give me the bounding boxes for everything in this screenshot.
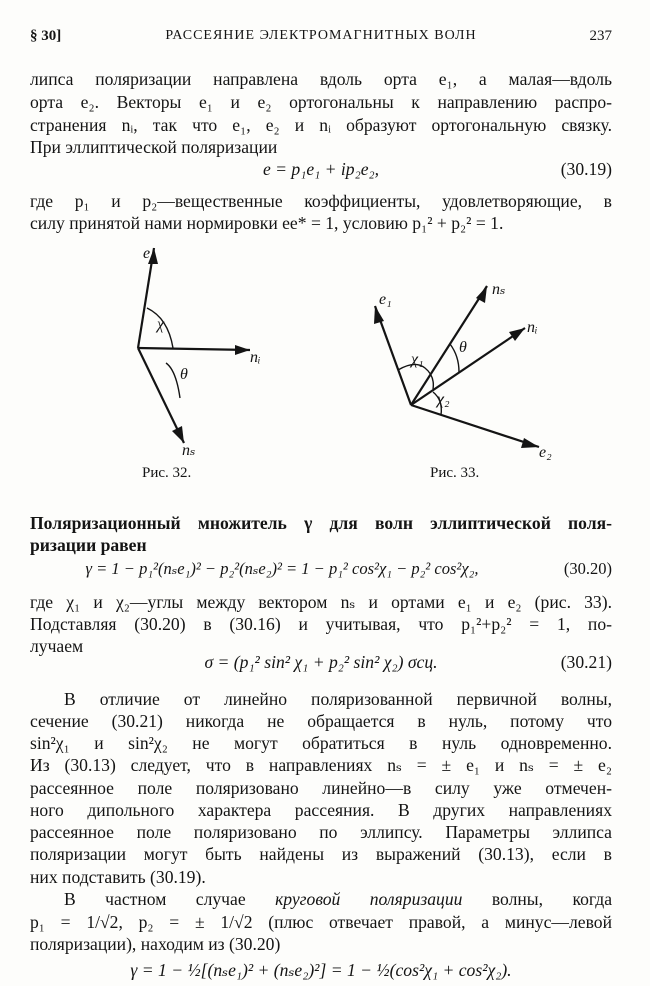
label-n-i: nᵢ: [527, 319, 538, 336]
equation-number: (30.20): [563, 559, 612, 578]
figure-33: [355, 272, 580, 472]
text-line: орта e₂. Векторы e₁ и e₂ ортогональны к направлению распро-: [30, 92, 612, 112]
text-line: поляризации), находим из (30.20): [30, 934, 281, 954]
equation-formula: e = p₁e₁ + ip₂e₂,: [262, 159, 380, 179]
text-line: ризации равен: [30, 535, 147, 555]
emphasis-term: круговой поляризации: [275, 889, 463, 909]
text-span: волны, когда: [462, 889, 613, 909]
text-line: рассеянное поле поляризовано линейно—в силу уже отмечен-: [30, 778, 612, 798]
equation-number: (30.19): [560, 159, 612, 179]
equation-gamma-circular: [30, 959, 612, 981]
text-line: лучаем: [30, 636, 84, 656]
text-line: странения nᵢ, так что e₁, e₂ и nᵢ образуют ортогональную связку.: [30, 115, 612, 135]
label-chi: χ: [157, 316, 165, 333]
figure-32: [70, 238, 280, 460]
text-line: где p₁ и p₂—вещественные коэффициенты, удовлетворяющие, в: [30, 191, 612, 211]
label-n-s: nₛ: [492, 281, 506, 298]
text-line: сечение (30.21) никогда не обращается в нуль, потому что: [30, 711, 612, 731]
label-theta: θ: [459, 339, 467, 356]
section-number: § 30]: [30, 28, 62, 44]
text-line: Поляризационный множитель γ для волн эллиптической поля-: [30, 513, 612, 533]
text-line: sin²χ₁ и sin²χ₂ не могут обратиться в нуль одновременно.: [30, 733, 612, 753]
text-line: рассеянное поле поляризовано по эллипсу. Параметры эллипса: [30, 822, 612, 842]
label-theta: θ: [180, 366, 188, 383]
equation-formula: σ = (p₁² sin² χ₁ + p₂² sin² χ₂) σсц.: [204, 652, 438, 672]
text-line: ного дипольного характера рассеяния. В других направлениях: [30, 800, 612, 820]
equation-30-19: [30, 158, 612, 180]
equation-30-20: [30, 558, 612, 580]
figure-32-caption: Рис. 32.: [142, 465, 192, 481]
label-n-s: nₛ: [182, 442, 196, 459]
equation-formula: γ = 1 − ½[(nₛe₁)² + (nₛe₂)²] = 1 − ½(cos²χ₁ + cos²χ₂).: [130, 960, 512, 980]
text-line: [30, 888, 612, 910]
text-line: поляризации могут быть найдены из выражений (30.13), если в: [30, 844, 612, 864]
text-line: Из (30.13) следует, что в направлениях nₛ = ± e₁ и nₛ = ± e₂: [30, 755, 612, 775]
text-line: липса поляризации направлена вдоль орта e₁, а малая—вдоль: [30, 69, 612, 89]
figure-33-caption: Рис. 33.: [430, 465, 480, 481]
text-span: В частном случае: [64, 889, 276, 909]
page-number: 237: [589, 28, 612, 44]
label-e1: e₁: [379, 291, 392, 308]
equation-formula: γ = 1 − p₁²(nₛe₁)² − p₂²(nₛe₂)² = 1 − p₁² cos²χ₁ − p₂² cos²χ₂,: [85, 559, 479, 578]
running-title: РАССЕЯНИЕ ЭЛЕКТРОМАГНИТНЫХ ВОЛН: [165, 28, 477, 43]
text-line: p₁ = 1/√2, p₂ = ± 1/√2 (плюс отвечает правой, а минус—левой: [30, 912, 612, 932]
text-line: силу принятой нами нормировки ee* = 1, условию p₁² + p₂² = 1.: [30, 213, 504, 233]
equation-number: (30.21): [560, 652, 612, 672]
running-header: [30, 28, 612, 52]
label-e2: e₂: [539, 444, 552, 461]
text-line: где χ₁ и χ₂—углы между вектором nₛ и ортами e₁ и e₂ (рис. 33).: [30, 592, 612, 612]
text-line: них подставить (30.19).: [30, 867, 206, 887]
label-e: e: [143, 245, 151, 262]
label-chi2: χ₂: [437, 391, 450, 408]
text-line: При эллиптической поляризации: [30, 137, 278, 157]
label-n-i: nᵢ: [250, 349, 261, 366]
text-line: Подставляя (30.20) в (30.16) и учитывая, что p₁²+p₂² = 1, по-: [30, 614, 612, 634]
label-chi1: χ₁: [411, 351, 424, 368]
equation-30-21: [30, 651, 612, 673]
text-line: В отличие от линейно поляризованной первичной волны,: [64, 689, 612, 709]
